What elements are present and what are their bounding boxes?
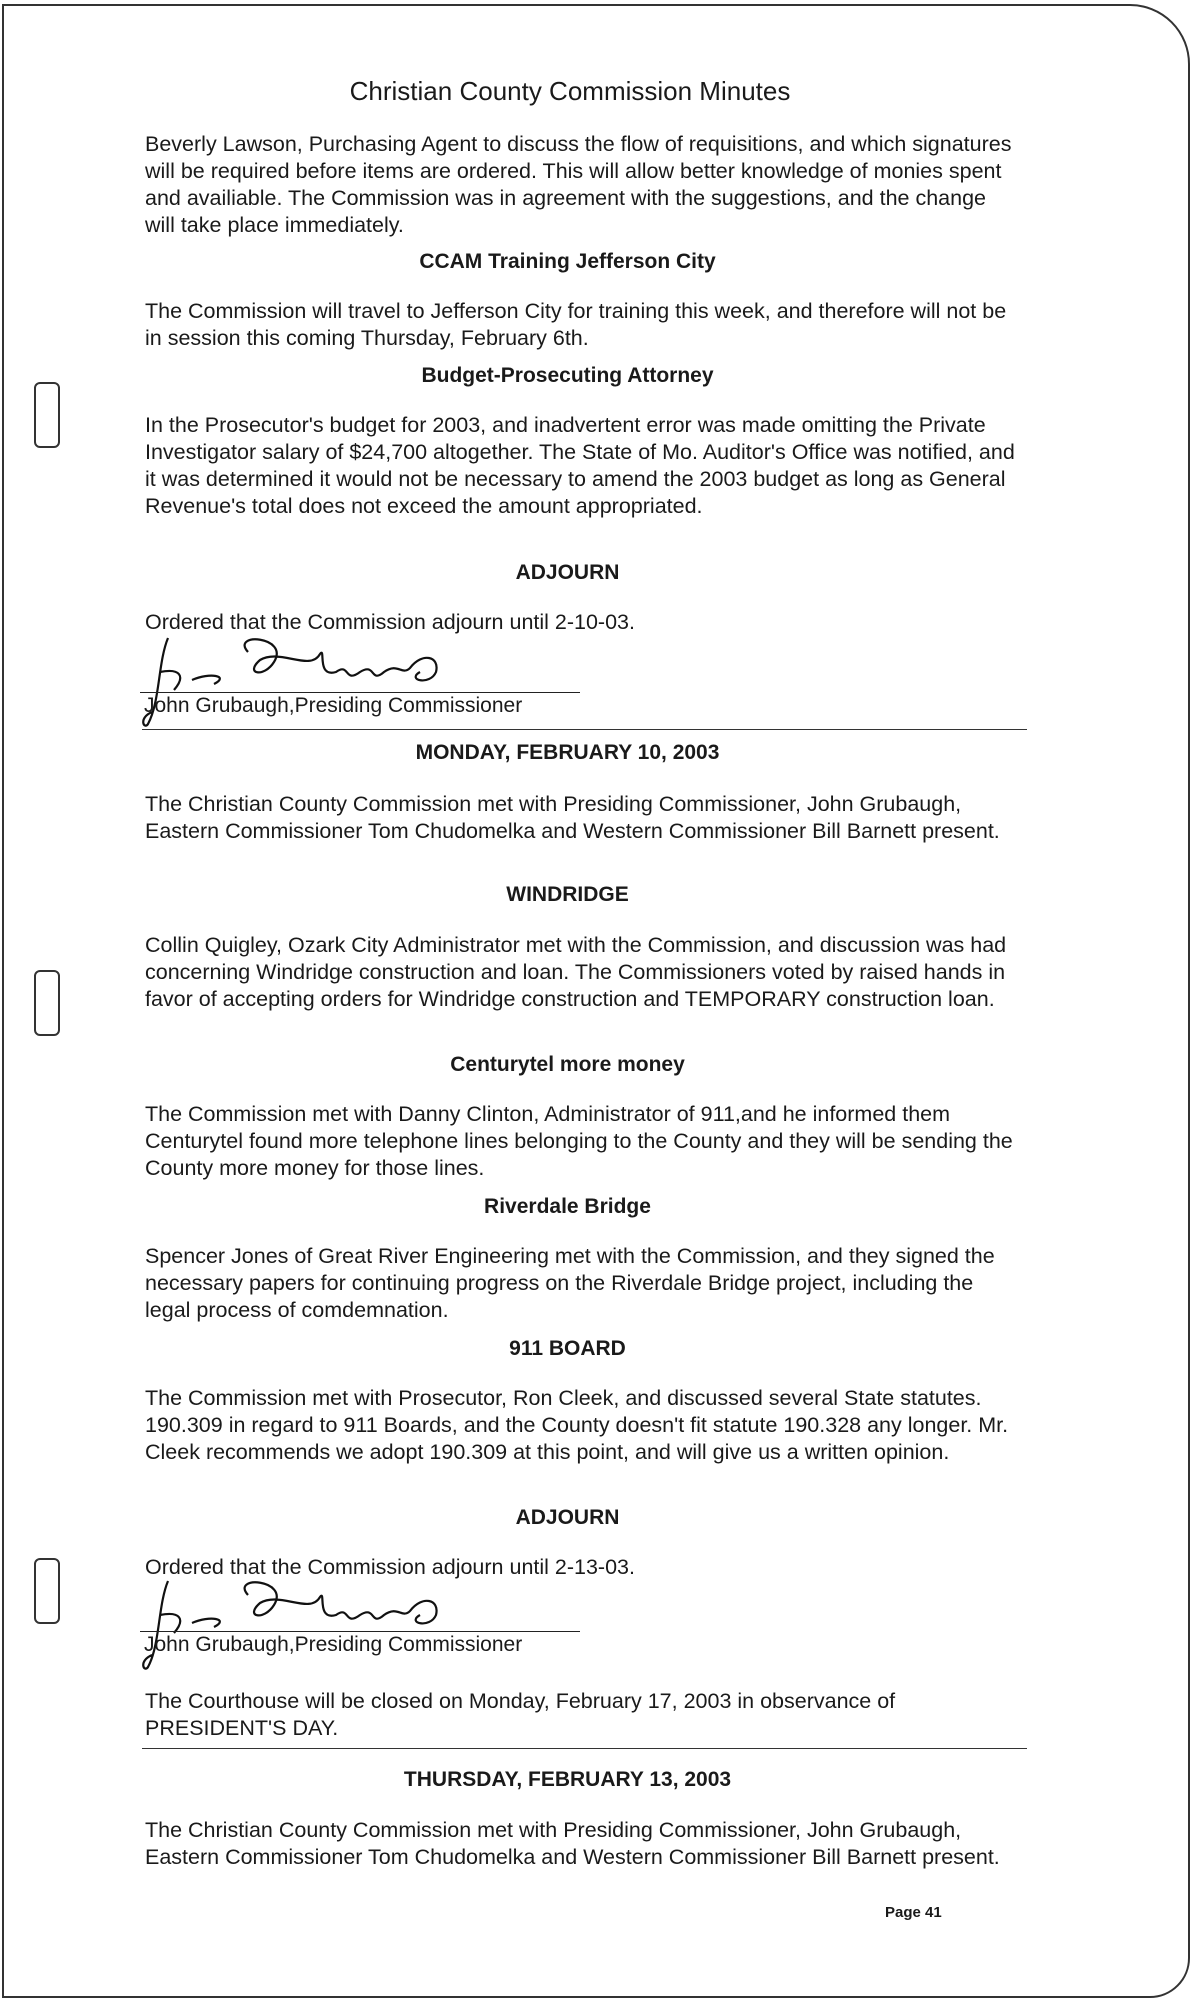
section-body: Collin Quigley, Ozark City Administrator met with the Commission, and discussion was had concerning Windridge construction and loan. The Commissioners voted by raised hands in favor of accepting orders for Windridge construction and TEMPORARY construction loan.: [145, 933, 1007, 1011]
meeting-date: THURSDAY, FEBRUARY 13, 2003: [403, 1768, 732, 1791]
intro-paragraph: Beverly Lawson, Purchasing Agent to discuss the flow of requisitions, and which signatures will be required before items are ordered. This will allow better knowledge of monies spent and availiable. The Commission was in agreement with the suggestions, and the change will take place immediately.: [145, 132, 1012, 237]
signer-name: John Grubaugh,Presiding Commissioner: [144, 1633, 523, 1656]
attendance-paragraph: The Christian County Commission met with Presiding Commissioner, John Grubaugh, Eastern Commissioner Tom Chudomelka and Western Commissioner Bill Barnett present.: [145, 792, 1000, 843]
section-heading: ADJOURN: [515, 1506, 620, 1529]
punch-hole: [34, 1558, 60, 1624]
signature-line: [140, 1631, 580, 1632]
page-number: Page 41: [885, 1904, 942, 1921]
section-body: The Commission met with Prosecutor, Ron Cleek, and discussed several State statutes. 190.309 in regard to 911 Boards, and the County doesn't fit statute 190.328 any longer. Mr. Cleek recommends we adopt 190.309 at this point, and will give us a written opinion.: [145, 1386, 1009, 1464]
signature-line: [140, 692, 580, 693]
section-heading: Riverdale Bridge: [484, 1195, 651, 1218]
section-heading: WINDRIDGE: [506, 883, 629, 906]
signer-name: John Grubaugh,Presiding Commissioner: [144, 694, 523, 717]
section-heading: ADJOURN: [515, 561, 620, 584]
section-body: In the Prosecutor's budget for 2003, and inadvertent error was made omitting the Private Investigator salary of $24,700 altogether. The State of Mo. Auditor's Office was notified, and it was determined it would not be necessary to amend the 2003 budget as long as General Revenue's total does not exceed the amount appropriated.: [145, 413, 1015, 518]
signature-block: [140, 1575, 580, 1675]
section-heading: CCAM Training Jefferson City: [419, 250, 716, 273]
section-body: The Commission will travel to Jefferson City for training this week, and therefore will not be in session this coming Thursday, February 6th.: [145, 299, 1007, 350]
courthouse-notice: The Courthouse will be closed on Monday, February 17, 2003 in observance of PRESIDENT'S DAY.: [145, 1689, 896, 1740]
section-heading: 911 BOARD: [509, 1337, 626, 1360]
section-divider: [142, 729, 1027, 730]
section-body: Ordered that the Commission adjourn until 2-10-03.: [145, 610, 635, 634]
handwritten-signature: [140, 1575, 580, 1675]
punch-hole: [34, 382, 60, 448]
attendance-paragraph: The Christian County Commission met with Presiding Commissioner, John Grubaugh, Eastern Commissioner Tom Chudomelka and Western Commissioner Bill Barnett present.: [145, 1818, 1000, 1869]
section-body: Ordered that the Commission adjourn until 2-13-03.: [145, 1555, 635, 1579]
meeting-date: MONDAY, FEBRUARY 10, 2003: [415, 741, 720, 764]
signature-block: [140, 632, 580, 732]
section-heading: Budget-Prosecuting Attorney: [421, 364, 714, 387]
section-heading: Centurytel more money: [450, 1053, 685, 1076]
punch-hole: [34, 970, 60, 1036]
page-title: Christian County Commission Minutes: [349, 76, 791, 106]
section-body: Spencer Jones of Great River Engineering met with the Commission, and they signed the necessary papers for continuing progress on the Riverdale Bridge project, including the legal process of comdemnation.: [145, 1244, 995, 1322]
section-body: The Commission met with Danny Clinton, Administrator of 911,and he informed them Centurytel found more telephone lines belonging to the County and they will be sending the County more money for those lines.: [145, 1102, 1013, 1180]
section-divider: [142, 1748, 1027, 1749]
